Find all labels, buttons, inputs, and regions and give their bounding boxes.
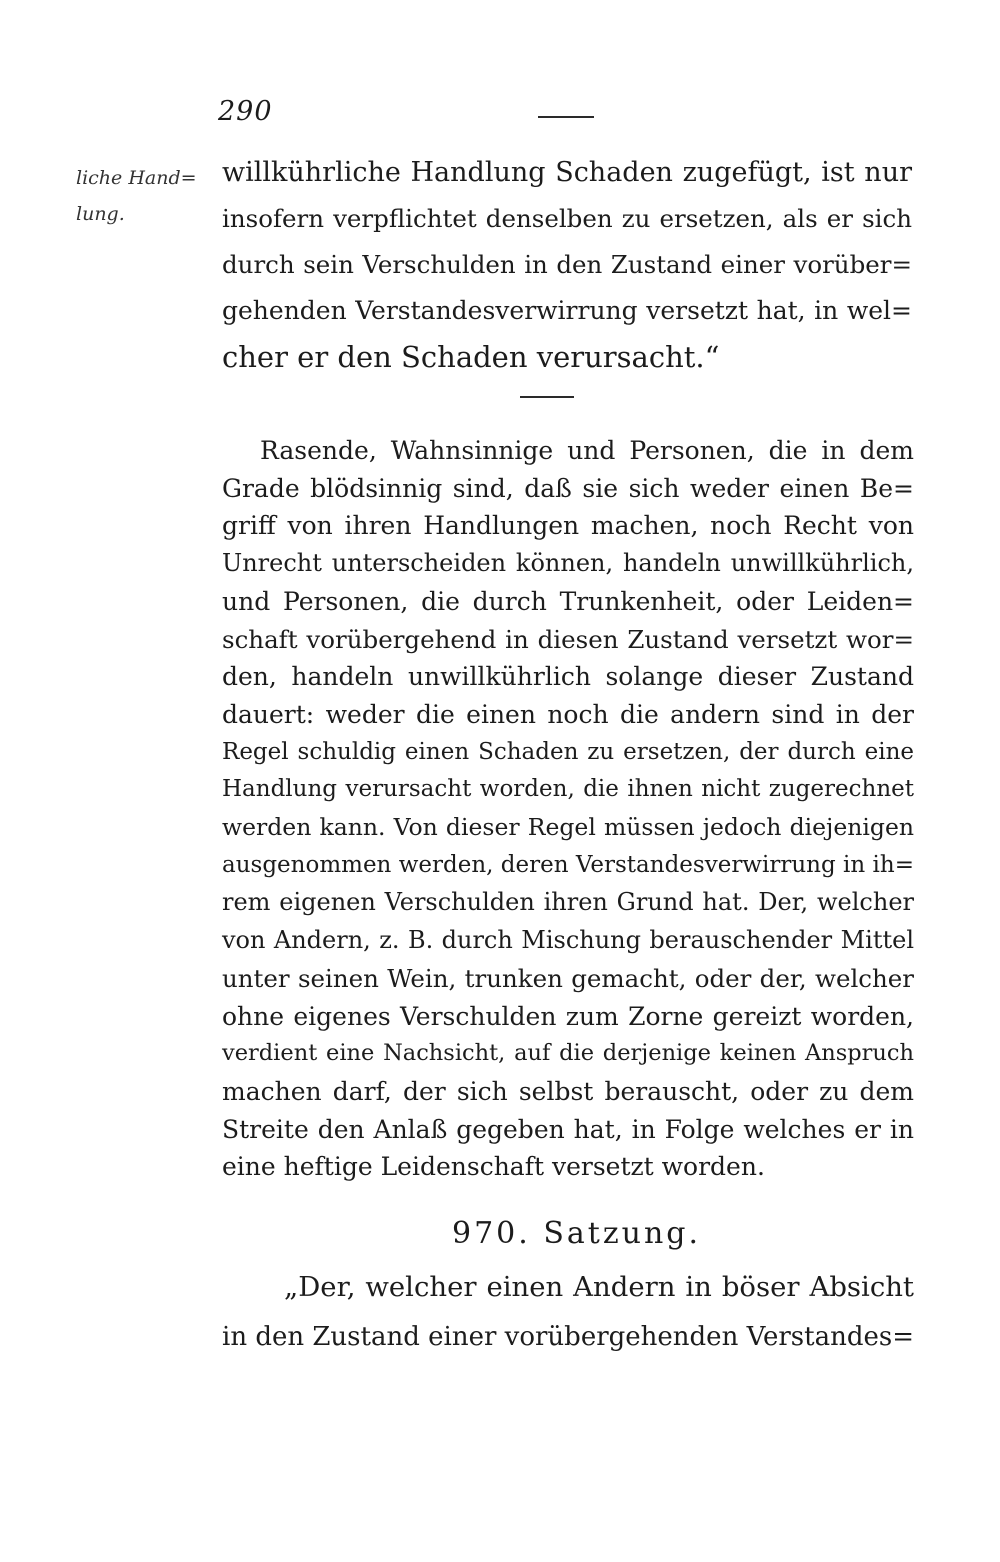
text-line: cher er den Schaden verursacht.“	[222, 340, 720, 374]
quote-block	[222, 150, 912, 380]
header-dash	[538, 116, 594, 118]
text-line: Handlung verursacht worden, die ihnen nicht zugerechnet	[222, 776, 914, 803]
text-line: ausgenommen werden, deren Verstandesverwirrung in ih=	[222, 851, 914, 878]
text-line: werden kann. Von dieser Regel müssen jedoch diejenigen	[222, 813, 914, 842]
margin-note-line: lung.	[76, 203, 125, 225]
text-line: Regel schuldig einen Schaden zu ersetzen, der durch eine	[222, 738, 914, 765]
text-line: unter seinen Wein, trunken gemacht, oder der, welcher	[222, 963, 914, 993]
page-number: 290	[218, 96, 273, 127]
text-line: rem eigenen Verschulden ihren Grund hat. Der, welcher	[222, 888, 914, 917]
text-line: ohne eigenes Verschulden zum Zorne gereizt worden,	[222, 1001, 914, 1031]
text-line: Grade blödsinnig sind, daß sie sich weder einen Be=	[222, 473, 914, 503]
text-line: dauert: weder die einen noch die andern sind in der	[222, 699, 914, 729]
section-heading: 970. Satzung.	[452, 1216, 702, 1251]
margin-note-line: liche Hand=	[76, 167, 197, 189]
text-line: Unrecht unterscheiden können, handeln unwillkührlich,	[222, 549, 914, 578]
text-line: und Personen, die durch Trunkenheit, oder Leiden=	[222, 586, 914, 616]
margin-note	[76, 160, 197, 232]
text-line: gehenden Verstandesverwirrung versetzt hat, in wel=	[222, 296, 912, 325]
text-line: machen darf, der sich selbst berauscht, oder zu dem	[222, 1076, 914, 1106]
body-paragraph	[222, 432, 914, 1186]
text-line: in den Zustand einer vorübergehenden Verstandes=	[222, 1322, 914, 1352]
text-line: griff von ihren Handlungen machen, noch Recht von	[222, 511, 914, 541]
text-line: eine heftige Leidenschaft versetzt worden.	[222, 1152, 765, 1182]
text-line: Streite den Anlaß gegeben hat, in Folge welches er in	[222, 1114, 914, 1144]
text-line: verdient eine Nachsicht, auf die derjenige keinen Anspruch	[222, 1040, 914, 1067]
text-line: schaft vorübergehend in diesen Zustand versetzt wor=	[222, 624, 914, 654]
body-paragraph-continued	[222, 1262, 914, 1362]
section-divider	[520, 396, 574, 398]
text-line: durch sein Verschulden in den Zustand einer vorüber=	[222, 250, 912, 279]
text-line: insofern verpflichtet denselben zu ersetzen, als er sich	[222, 204, 912, 233]
text-line: willkührliche Handlung Schaden zugefügt, ist nur	[222, 157, 912, 188]
text-line: „Der, welcher einen Andern in böser Absicht	[284, 1271, 914, 1303]
text-line: den, handeln unwillkührlich solange dieser Zustand	[222, 662, 914, 692]
text-line: Rasende, Wahnsinnige und Personen, die in dem	[260, 436, 914, 465]
text-line: von Andern, z. B. durch Mischung berauschender Mittel	[222, 926, 914, 955]
